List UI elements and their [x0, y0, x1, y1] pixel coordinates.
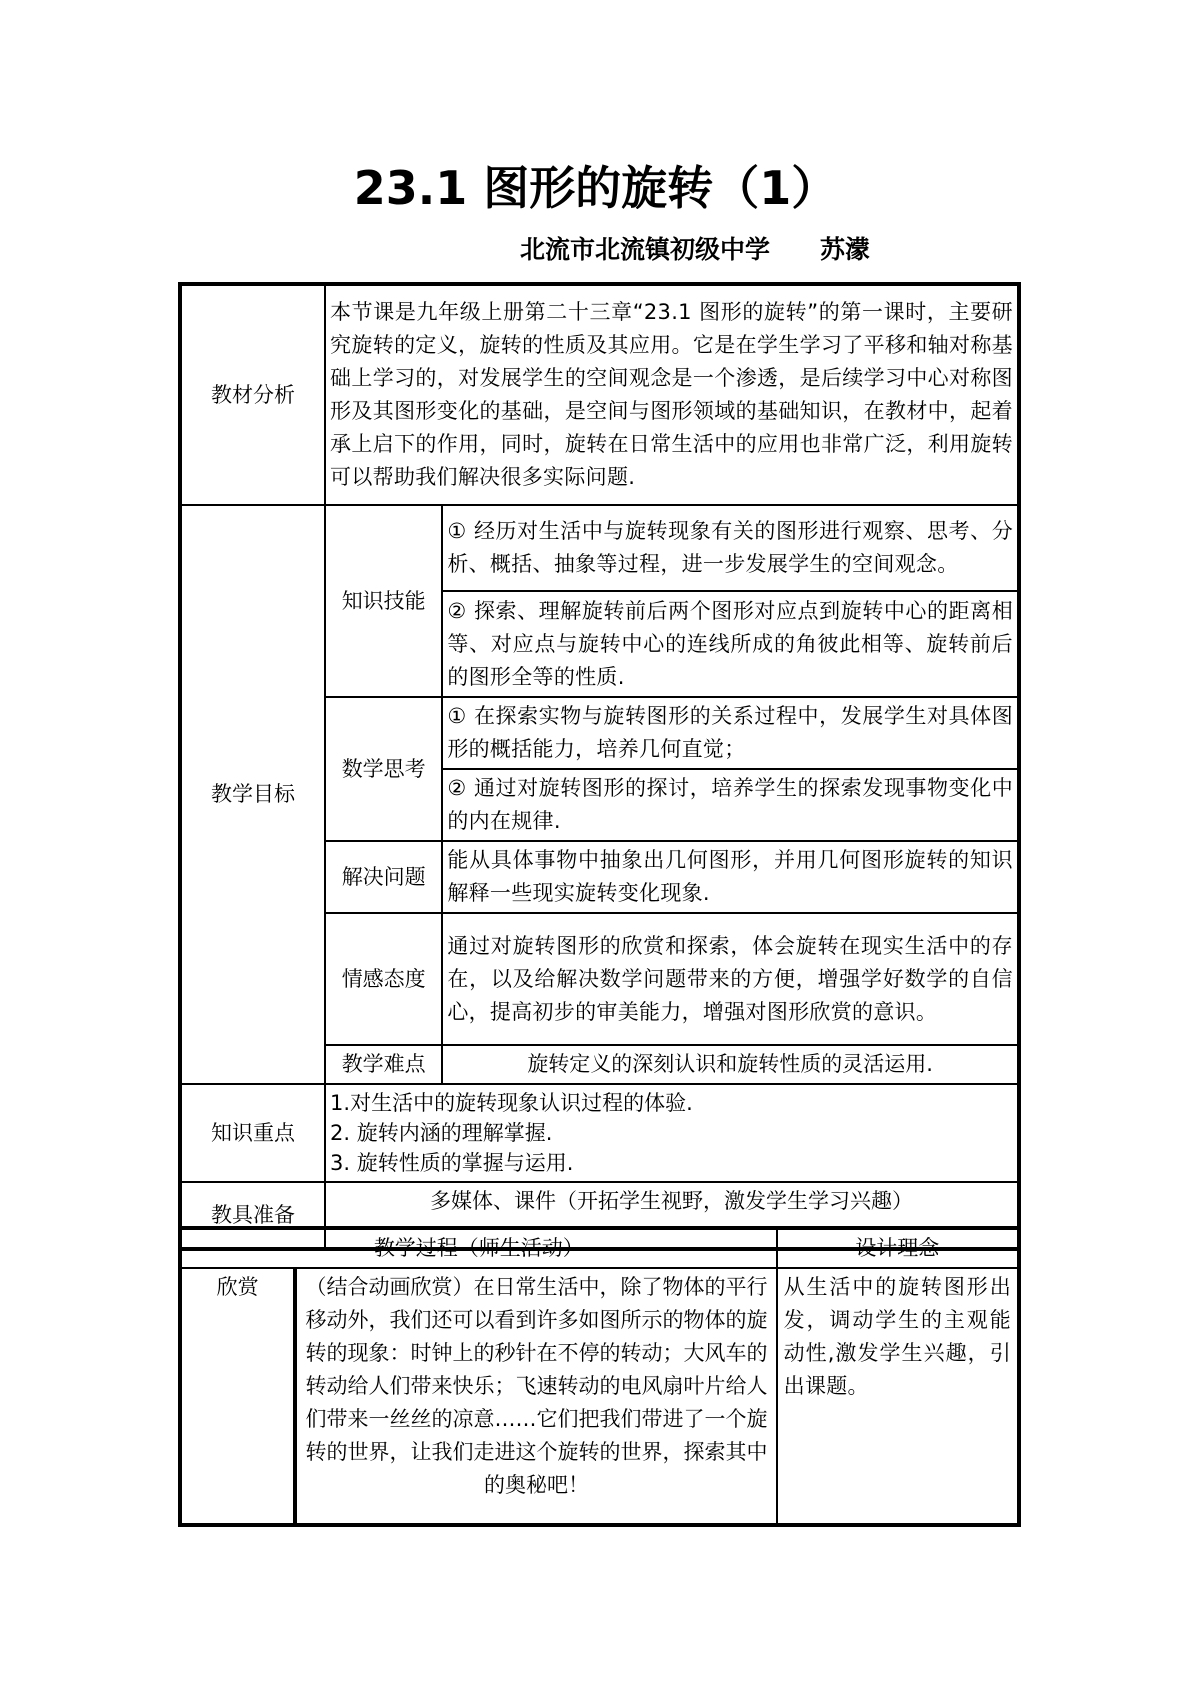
goal-knowledge-row-1	[181, 505, 1018, 591]
knowledge-label: 知识技能	[325, 505, 442, 697]
thinking-item-1: ① 在探索实物与旋转图形的关系过程中，发展学生对具体图形的概括能力，培养几何直觉；	[442, 697, 1018, 769]
process-header: 教学过程（师生活动）	[181, 1229, 777, 1268]
thinking-item-2: ② 通过对旋转图形的探讨，培养学生的探索发现事物变化中的内在规律.	[442, 769, 1018, 841]
design-header: 设计理念	[777, 1229, 1018, 1268]
key-points-label: 知识重点	[181, 1084, 325, 1182]
key-points-list	[325, 1084, 1018, 1182]
stage-label: 欣赏	[181, 1268, 294, 1524]
tools-text: 多媒体、课件（开拓学生视野，激发学生学习兴趣）	[325, 1182, 1018, 1248]
analysis-row	[181, 285, 1018, 505]
problem-label: 解决问题	[325, 841, 442, 913]
problem-text: 能从具体事物中抽象出几何图形，并用几何图形旋转的知识解释一些现实旋转变化现象.	[442, 841, 1018, 913]
thinking-label: 数学思考	[325, 697, 442, 841]
key-point-2: 2. 旋转内涵的理解掌握.	[330, 1121, 553, 1145]
analysis-label: 教材分析	[181, 285, 325, 505]
difficulty-label: 教学难点	[325, 1045, 442, 1084]
attitude-label: 情感态度	[325, 913, 442, 1045]
process-table	[178, 1226, 1021, 1527]
author-line: 北流市北流镇初级中学 苏濛	[520, 235, 871, 264]
key-points-row	[181, 1084, 1018, 1182]
appreciation-row	[181, 1268, 1018, 1524]
design-text: 从生活中的旋转图形出发，调动学生的主观能动性,激发学生兴趣，引出课题。	[777, 1268, 1018, 1524]
tools-label: 教具准备	[181, 1182, 325, 1248]
process-content: （结合动画欣赏）在日常生活中，除了物体的平行移动外，我们还可以看到许多如图所示的物体的旋转的现象：时钟上的秒针在不停的转动；大风车的转动给人们带来快乐；飞速转动的电风扇叶片给人们带来一丝丝的凉意……它们把我们带进了一个旋转的世界，让我们走进这个旋转的世界，探索其中的奥秘吧！	[294, 1268, 776, 1524]
lesson-plan-table	[178, 282, 1021, 1251]
knowledge-item-1: ① 经历对生活中与旋转现象有关的图形进行观察、思考、分析、概括、抽象等过程，进一步发展学生的空间观念。	[442, 505, 1018, 591]
key-point-3: 3. 旋转性质的掌握与运用.	[330, 1151, 574, 1175]
goals-label: 教学目标	[181, 505, 325, 1084]
difficulty-text: 旋转定义的深刻认识和旋转性质的灵活运用.	[442, 1045, 1018, 1084]
analysis-text: 本节课是九年级上册第二十三章“23.1 图形的旋转”的第一课时，主要研究旋转的定义，旋转的性质及其应用。它是在学生学习了平移和轴对称基础上学习的，对发展学生的空间观念是一个渗透，是后续学习中心对称图形及其图形变化的基础，是空间与图形领域的基础知识，在教材中，起着承上启下的作用，同时，旋转在日常生活中的应用也非常广泛，利用旋转可以帮助我们解决很多实际问题.	[325, 285, 1018, 505]
knowledge-item-2: ② 探索、理解旋转前后两个图形对应点到旋转中心的距离相等、对应点与旋转中心的连线所成的角彼此相等、旋转前后的图形全等的性质.	[442, 591, 1018, 697]
process-header-row	[181, 1229, 1018, 1268]
attitude-text: 通过对旋转图形的欣赏和探索，体会旋转在现实生活中的存在，以及给解决数学问题带来的方便，增强学好数学的自信心，提高初步的审美能力，增强对图形欣赏的意识。	[442, 913, 1018, 1045]
key-point-1: 1.对生活中的旋转现象认识过程的体验.	[330, 1091, 693, 1115]
page-title: 23.1 图形的旋转（1）	[353, 161, 838, 215]
